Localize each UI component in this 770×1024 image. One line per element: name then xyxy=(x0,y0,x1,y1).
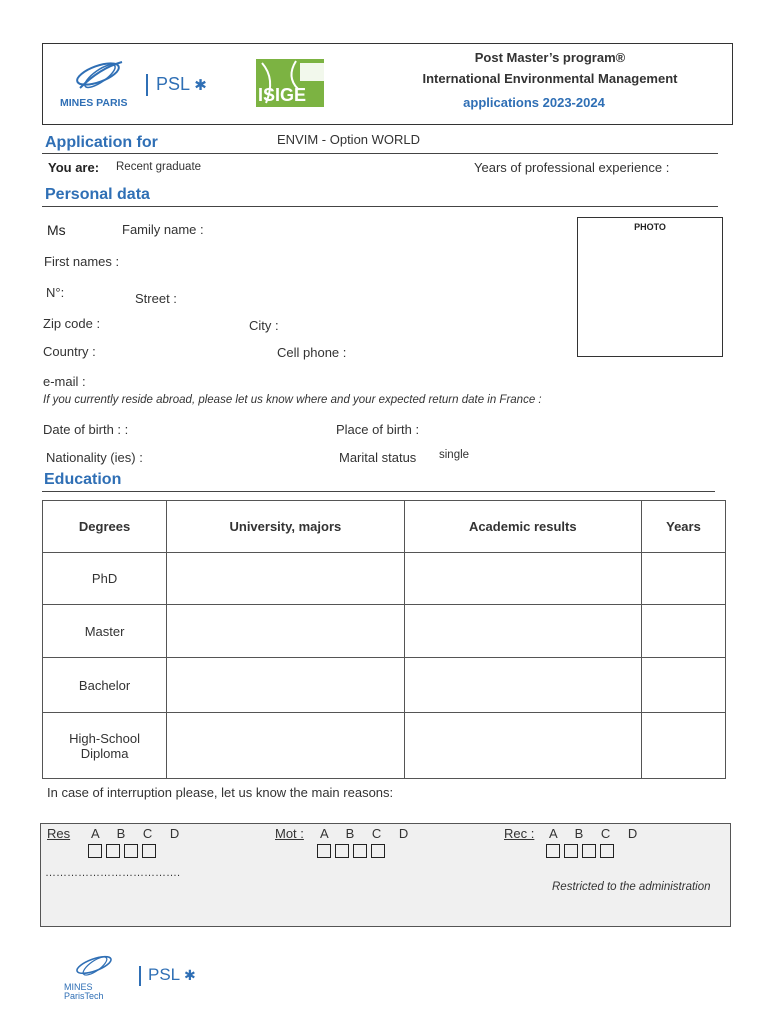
results-cell[interactable] xyxy=(404,553,641,605)
footer-mines-text: MINES ParisTech xyxy=(64,982,104,1001)
abroad-note: If you currently reside abroad, please let us know where and your expected return date in France : xyxy=(43,394,542,406)
footer-logo-divider xyxy=(139,966,141,986)
photo-label: PHOTO xyxy=(634,222,666,232)
you-are-value: Recent graduate xyxy=(116,161,202,173)
res-checkbox-d[interactable] xyxy=(142,844,156,858)
mines-paris-text: MINES PARIS xyxy=(60,97,128,109)
isige-text: ISIGE xyxy=(258,85,307,105)
header-academic-results: Academic results xyxy=(404,501,641,553)
personal-data-title: Personal data xyxy=(45,186,150,203)
family-name-label: Family name : xyxy=(122,222,204,237)
rec-checkbox-a[interactable] xyxy=(546,844,560,858)
rec-checkboxes xyxy=(546,844,618,863)
table-row xyxy=(43,553,726,605)
university-cell[interactable] xyxy=(167,605,404,658)
rec-checkbox-d[interactable] xyxy=(600,844,614,858)
city-label: City : xyxy=(249,318,279,333)
education-table xyxy=(42,500,726,779)
application-program-value: ENVIM - Option WORLD xyxy=(277,132,421,147)
res-checkbox-b[interactable] xyxy=(106,844,120,858)
first-names-label: First names : xyxy=(44,254,120,269)
results-cell[interactable] xyxy=(404,605,641,658)
mot-checkbox-c[interactable] xyxy=(353,844,367,858)
results-cell[interactable] xyxy=(404,713,641,779)
years-cell[interactable] xyxy=(641,713,725,779)
program-title-line1: Post Master’s program® xyxy=(474,50,626,65)
isige-logo xyxy=(256,59,324,107)
mot-label: Mot : xyxy=(275,826,304,841)
education-title: Education xyxy=(44,471,122,488)
marital-status-value: single xyxy=(439,449,470,461)
mot-checkbox-b[interactable] xyxy=(335,844,349,858)
you-are-label: You are: xyxy=(48,160,100,175)
psl-star-icon: ✱ xyxy=(190,77,207,94)
application-rule xyxy=(42,153,718,154)
table-row xyxy=(43,658,726,713)
university-cell[interactable] xyxy=(167,658,404,713)
psl-star-icon: ✱ xyxy=(180,967,196,983)
mines-paris-logo xyxy=(60,58,140,110)
mot-checkbox-d[interactable] xyxy=(371,844,385,858)
cell-phone-label: Cell phone : xyxy=(277,345,347,360)
years-cell[interactable] xyxy=(641,658,725,713)
program-title-line3: applications 2023-2024 xyxy=(463,95,605,110)
zip-code-label: Zip code : xyxy=(43,316,101,331)
res-checkbox-a[interactable] xyxy=(88,844,102,858)
psl-logo xyxy=(156,74,207,95)
nationality-label: Nationality (ies) : xyxy=(46,450,143,465)
res-letters: A B C D xyxy=(91,826,187,841)
experience-label: Years of professional experience : xyxy=(474,160,670,175)
degree-phd: PhD xyxy=(43,553,167,605)
header-degrees: Degrees xyxy=(43,501,167,553)
admin-dotted-line: ………………………………. xyxy=(45,867,181,879)
years-cell[interactable] xyxy=(641,605,725,658)
university-cell[interactable] xyxy=(167,713,404,779)
number-label: N°: xyxy=(46,285,65,300)
footer-psl-text: PSL xyxy=(148,965,181,984)
university-cell[interactable] xyxy=(167,553,404,605)
mot-letters: A B C D xyxy=(320,826,416,841)
degree-high-school: High-School Diploma xyxy=(43,713,167,779)
res-checkboxes xyxy=(88,844,160,863)
res-checkbox-c[interactable] xyxy=(124,844,138,858)
table-row xyxy=(43,713,726,779)
rec-letters: A B C D xyxy=(549,826,645,841)
interruption-label: In case of interruption please, let us know the main reasons: xyxy=(47,785,394,800)
table-row xyxy=(43,605,726,658)
rec-label: Rec : xyxy=(504,826,535,841)
res-label: Res xyxy=(47,826,71,841)
photo-box xyxy=(577,217,723,357)
place-of-birth-label: Place of birth : xyxy=(336,422,420,437)
date-of-birth-label: Date of birth : : xyxy=(43,422,129,437)
rec-checkbox-b[interactable] xyxy=(564,844,578,858)
education-rule xyxy=(42,491,715,492)
title-value: Ms xyxy=(47,222,66,238)
restricted-note: Restricted to the administration xyxy=(552,881,711,893)
mot-checkbox-a[interactable] xyxy=(317,844,331,858)
email-label: e-mail : xyxy=(43,374,86,389)
rec-checkbox-c[interactable] xyxy=(582,844,596,858)
street-label: Street : xyxy=(135,291,177,306)
degree-master: Master xyxy=(43,605,167,658)
psl-logo-text: PSL xyxy=(156,74,191,94)
footer-psl-logo xyxy=(148,965,196,985)
personal-rule xyxy=(42,206,718,207)
mot-checkboxes xyxy=(317,844,389,863)
marital-status-label: Marital status xyxy=(339,450,417,465)
header-university: University, majors xyxy=(167,501,404,553)
logo-divider xyxy=(146,74,148,96)
program-title-line2: International Environmental Management xyxy=(422,71,678,86)
degree-bachelor: Bachelor xyxy=(43,658,167,713)
header-years: Years xyxy=(641,501,725,553)
application-for-title: Application for xyxy=(45,134,158,151)
education-header-row xyxy=(43,501,726,553)
years-cell[interactable] xyxy=(641,553,725,605)
results-cell[interactable] xyxy=(404,658,641,713)
country-label: Country : xyxy=(43,344,96,359)
footer-mines-logo xyxy=(64,952,134,1000)
